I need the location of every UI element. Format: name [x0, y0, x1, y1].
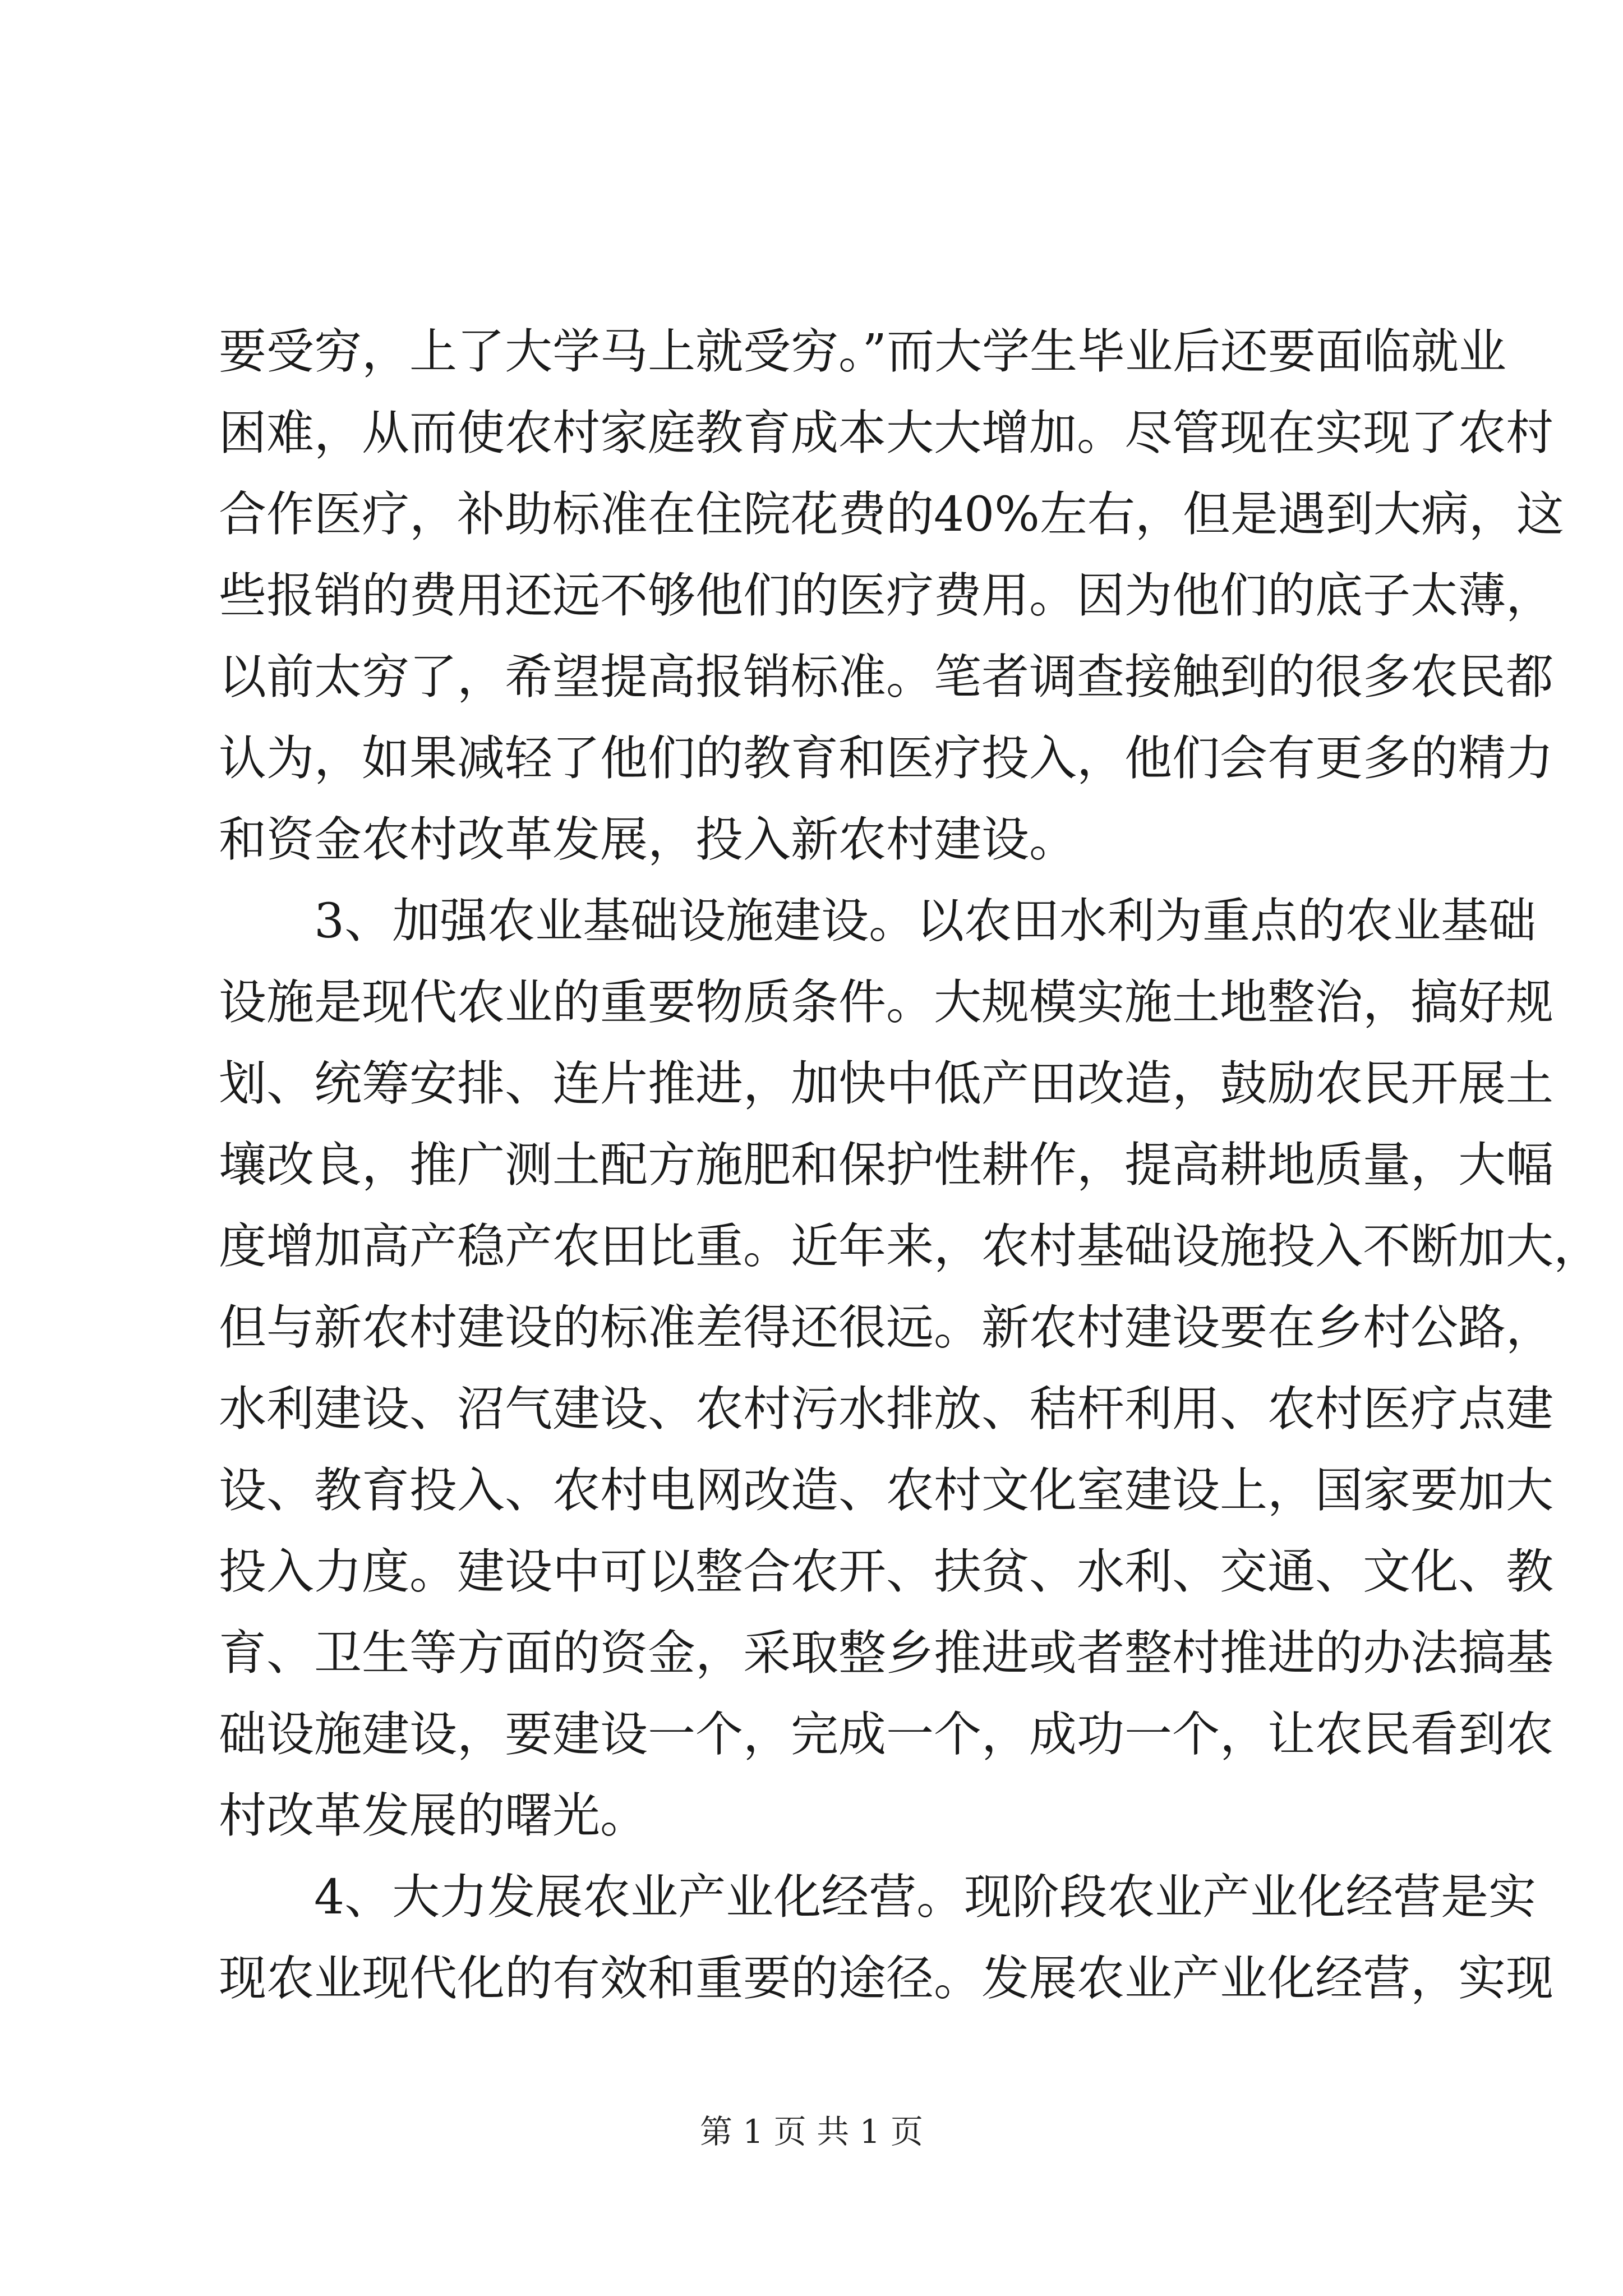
paragraph-3-first-line: 3、加强农业基础设施建设。以农田水利为重点的农业基础: [314, 894, 1537, 949]
page-number-label: 第 1 页 共 1 页: [700, 2113, 923, 2151]
page-footer: [0, 2106, 1623, 2157]
paragraph-4-first-line: 4、大力发展农业产业化经营。现阶段农业产业化经营是实: [314, 1870, 1537, 1925]
text-line: 水利建设、沼气建设、农村污水排放、秸杆利用、农村医疗点建: [219, 1382, 1554, 1437]
text-line: 现农业现代化的有效和重要的途径。发展农业产业化经营，实现: [219, 1951, 1554, 2007]
text-line: 村改革发展的曙光。: [219, 1788, 648, 1844]
text-line: 合作医疗，补助标准在住院花费的40%左右，但是遇到大病，这: [219, 487, 1564, 542]
text-line: 度增加高产稳产农田比重。近年来，农村基础设施投入不断加大，: [219, 1219, 1602, 1274]
text-line: 壤改良，推广测土配方施肥和保护性耕作，提高耕地质量，大幅: [219, 1138, 1554, 1193]
text-line: 认为，如果减轻了他们的教育和医疗投入，他们会有更多的精力: [219, 731, 1554, 786]
text-line: 和资金农村改革发展，投入新农村建设。: [219, 812, 1077, 868]
text-line: 划、统筹安排、连片推进，加快中低产田改造，鼓励农民开展土: [219, 1056, 1554, 1112]
text-line: 但与新农村建设的标准差得还很远。新农村建设要在乡村公路，: [219, 1300, 1554, 1356]
text-line: 础设施建设，要建设一个，完成一个，成功一个，让农民看到农: [219, 1707, 1554, 1763]
text-line: 设施是现代农业的重要物质条件。大规模实施土地整治，搞好规: [219, 975, 1554, 1030]
text-line: 以前太穷了，希望提高报销标准。笔者调查接触到的很多农民都: [219, 650, 1554, 705]
text-line: 设、教育投入、农村电网改造、农村文化室建设上，国家要加大: [219, 1463, 1554, 1519]
text-line: 困难，从而使农村家庭教育成本大大增加。尽管现在实现了农村: [219, 406, 1554, 461]
text-line: 些报销的费用还远不够他们的医疗费用。因为他们的底子太薄，: [219, 568, 1554, 624]
text-line: 育、卫生等方面的资金，采取整乡推进或者整村推进的办法搞基: [219, 1626, 1554, 1681]
text-line: 要受穷，上了大学马上就受穷。”而大学生毕业后还要面临就业: [219, 324, 1506, 380]
text-line: 投入力度。建设中可以整合农开、扶贫、水利、交通、文化、教: [219, 1544, 1554, 1600]
